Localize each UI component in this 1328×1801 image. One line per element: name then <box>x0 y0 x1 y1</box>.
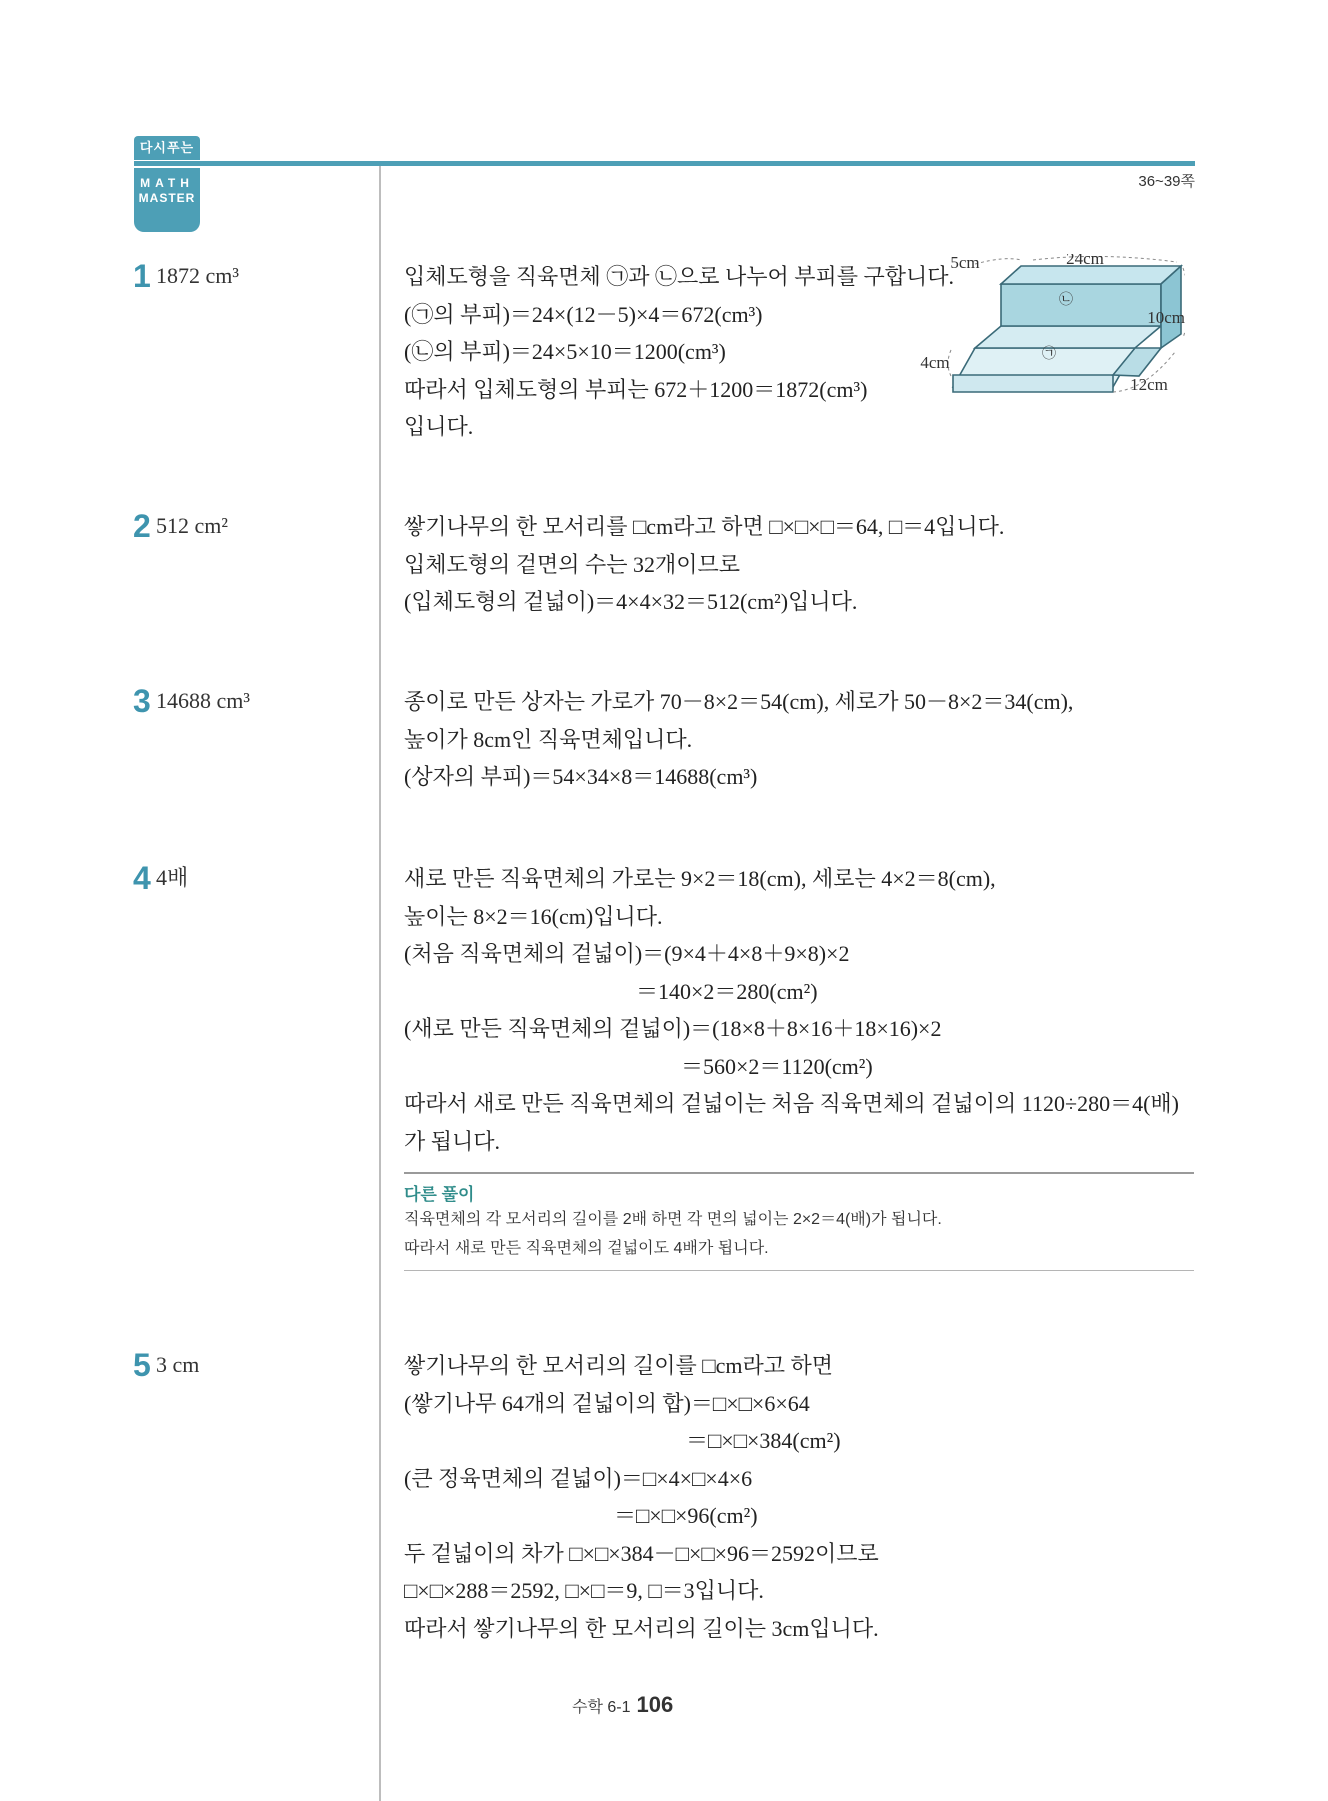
alt-line: 직육면체의 각 모서리의 길이를 2배 하면 각 면의 넓이는 2×2＝4(배)가 됩니다. <box>404 1211 942 1228</box>
mark-a: ㉠ <box>1042 346 1056 362</box>
solution-line: ＝560×2＝1120(cm²) <box>681 1053 873 1079</box>
solution-line: (큰 정육면체의 겉넓이)＝□×4×□×4×6 <box>404 1465 753 1491</box>
dim-5cm-guide <box>975 259 1021 264</box>
problem-1-answer: 1872 cm³ <box>156 263 239 288</box>
problem-4-solution <box>404 860 1179 1160</box>
alternative-solution-box <box>404 1172 1194 1271</box>
solution-line: (새로 만든 직육면체의 겉넓이)＝(18×8＋8×16＋18×16)×2 <box>404 1016 942 1041</box>
page-footer <box>572 1692 673 1718</box>
alt-title: 다른 풀이 <box>404 1185 475 1204</box>
solution-line: 쌓기나무의 한 모서리의 길이를 □cm라고 하면 <box>404 1353 833 1378</box>
solution-line: 높이가 8cm인 직육면체입니다. <box>404 726 693 752</box>
problem-5-solution <box>404 1347 879 1647</box>
page-range: 36~39쪽 <box>1138 173 1195 190</box>
label-24cm: 24cm <box>1066 254 1104 268</box>
solution-line: ＝□×□×384(cm²) <box>686 1428 841 1453</box>
step-top <box>975 326 1161 348</box>
solution-line: 입체도형의 겉면의 수는 32개이므로 <box>404 551 741 577</box>
solution-line: 따라서 새로 만든 직육면체의 겉넓이는 처음 직육면체의 겉넓이의 1120÷280＝4(배) <box>404 1091 1179 1116</box>
solution-line: 입체도형을 직육면체 ㉠과 ㉡으로 나누어 부피를 구합니다. <box>404 264 955 289</box>
solution-line: □×□×288＝2592, □×□＝9, □＝3입니다. <box>404 1578 764 1603</box>
alt-top-rule <box>404 1172 1194 1174</box>
solution-line: ＝□×□×96(cm²) <box>614 1503 758 1528</box>
header-rule <box>134 161 1195 166</box>
solution-line: 입니다. <box>404 414 474 439</box>
solution-line: (㉠의 부피)＝24×(12－5)×4＝672(cm³) <box>404 301 763 327</box>
solution-line: (㉡의 부피)＝24×5×10＝1200(cm³) <box>404 339 726 364</box>
brand-master: MASTER <box>138 191 196 205</box>
solution-line: 쌓기나무의 한 모서리를 □cm라고 하면 □×□×□＝64, □＝4입니다. <box>404 514 1005 539</box>
solution-line: 종이로 만든 상자는 가로가 70－8×2＝54(cm), 세로가 50－8×2＝34(cm), <box>404 689 1074 714</box>
dim-24cm-guide <box>1033 256 1177 262</box>
solution-line: (처음 직육면체의 겉넓이)＝(9×4＋4×8＋9×8)×2 <box>404 941 850 966</box>
solution-line: 새로 만든 직육면체의 가로는 9×2＝18(cm), 세로는 4×2＝8(cm), <box>404 866 996 891</box>
upper-block-top <box>1001 266 1181 284</box>
problem-2-solution <box>404 508 1004 621</box>
problem-5-number: 5 <box>133 1347 151 1383</box>
problem-1-number: 1 <box>133 258 151 294</box>
label-5cm: 5cm <box>950 254 980 272</box>
alt-line: 따라서 새로 만든 직육면체의 겉넓이도 4배가 됩니다. <box>404 1240 769 1257</box>
solution-line: 따라서 입체도형의 부피는 672＋1200＝1872(cm³) <box>404 376 868 402</box>
solution-line: 높이는 8×2＝16(cm)입니다. <box>404 903 663 929</box>
brand-badge-top: 다시푸는 <box>134 136 200 160</box>
cuboid-figure <box>915 254 1185 404</box>
footer-subject: 수학 6-1 <box>572 1699 631 1716</box>
problem-3-number: 3 <box>133 683 151 719</box>
upper-block-front <box>1001 284 1161 326</box>
solution-line: 따라서 쌓기나무의 한 모서리의 길이는 3cm입니다. <box>404 1615 879 1641</box>
brand-badge-bottom <box>134 168 200 232</box>
problem-2-number: 2 <box>133 508 151 544</box>
column-divider <box>379 166 381 1801</box>
problem-3-answer: 14688 cm³ <box>156 688 250 713</box>
solution-line: 가 됩니다. <box>404 1128 501 1154</box>
problem-4-answer: 4배 <box>156 865 189 890</box>
solution-line: 두 겉넓이의 차가 □×□×384－□×□×96＝2592이므로 <box>404 1540 879 1566</box>
brand-math: MATH <box>140 176 194 190</box>
dim-10cm-guide <box>1183 268 1185 338</box>
label-4cm: 4cm <box>920 353 950 372</box>
problem-4-number: 4 <box>133 860 151 896</box>
solution-line: (입체도형의 겉넓이)＝4×4×32＝512(cm²)입니다. <box>404 589 858 614</box>
lower-block-front <box>953 375 1113 392</box>
label-12cm: 12cm <box>1130 375 1168 394</box>
mark-b: ㉡ <box>1059 292 1073 308</box>
label-10cm: 10cm <box>1147 308 1185 327</box>
problem-3-solution <box>404 683 1073 796</box>
solution-line: ＝140×2＝280(cm²) <box>636 978 818 1004</box>
problem-2-answer: 512 cm² <box>156 513 228 538</box>
solution-line: (상자의 부피)＝54×34×8＝14688(cm³) <box>404 764 758 789</box>
page-number: 106 <box>636 1692 674 1717</box>
solution-line: (쌓기나무 64개의 겉넓이의 합)＝□×□×6×64 <box>404 1390 810 1416</box>
problem-1-solution <box>404 258 954 446</box>
problem-5-answer: 3 cm <box>156 1352 200 1377</box>
alt-bottom-rule <box>404 1270 1194 1271</box>
